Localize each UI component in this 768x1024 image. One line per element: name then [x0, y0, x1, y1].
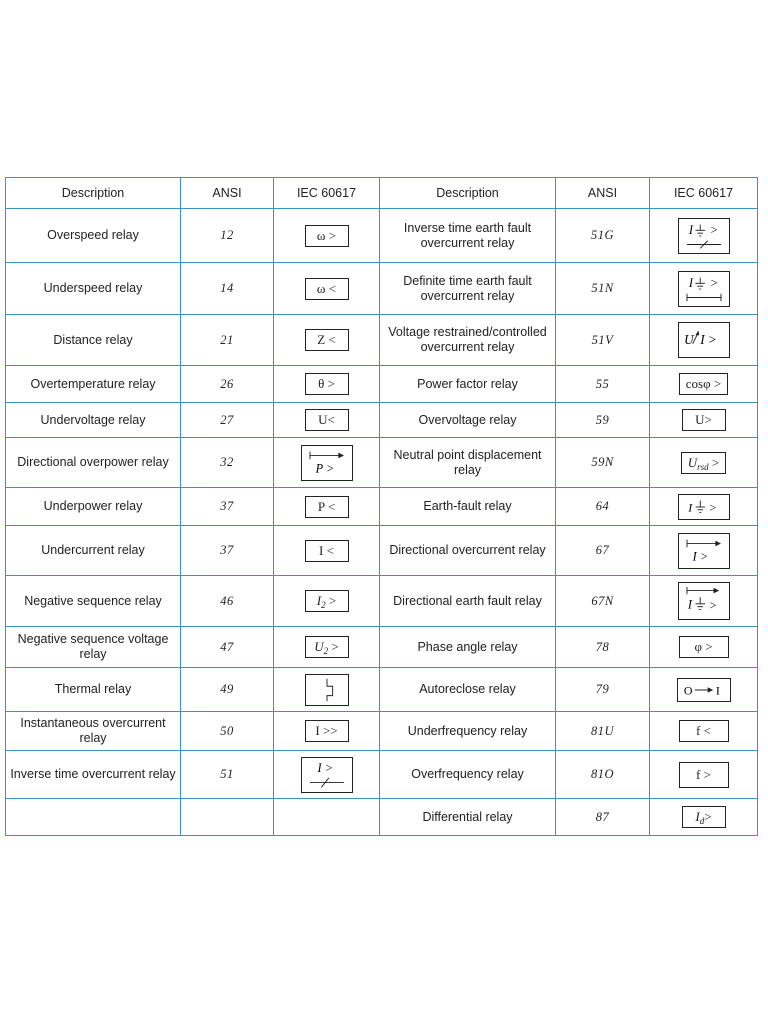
- header-ansi-left: ANSI: [181, 178, 274, 209]
- ansi-code-cell: 46: [181, 576, 274, 627]
- header-description-right: Description: [380, 178, 556, 209]
- ansi-code-cell: 32: [181, 438, 274, 488]
- ansi-code-cell: 59: [556, 403, 650, 438]
- iec-symbol-cell: [650, 526, 758, 576]
- iec-symbol-cell: [274, 315, 380, 366]
- symbol-letter: I: [687, 597, 692, 612]
- symbol-letter: U: [683, 331, 694, 347]
- ansi-code-cell: [181, 799, 274, 836]
- description-cell: Negative sequence relay: [6, 576, 181, 627]
- description-cell: Voltage restrained/controlled overcurrent relay: [380, 315, 556, 366]
- ansi-code-cell: 51V: [556, 315, 650, 366]
- table-row: [6, 627, 758, 668]
- ansi-code-cell: 37: [181, 526, 274, 576]
- undercurrent-symbol: I <: [305, 540, 349, 562]
- overvoltage-symbol: U>: [682, 409, 726, 431]
- ansi-code-cell: 50: [181, 712, 274, 751]
- ansi-code-cell: 51G: [556, 209, 650, 263]
- overfrequency-symbol: f >: [679, 762, 729, 788]
- description-cell: Overvoltage relay: [380, 403, 556, 438]
- table-row: [6, 488, 758, 526]
- negative-sequence-voltage-symbol: [305, 636, 349, 658]
- iec-symbol-cell: [274, 403, 380, 438]
- ansi-code-cell: 81O: [556, 751, 650, 799]
- description-cell: Directional overcurrent relay: [380, 526, 556, 576]
- header-description-left: Description: [6, 178, 181, 209]
- table-row: [6, 668, 758, 712]
- underspeed-symbol: ω <: [305, 278, 349, 300]
- description-cell: Undervoltage relay: [6, 403, 181, 438]
- ansi-code-cell: 79: [556, 668, 650, 712]
- symbol-operator: >: [704, 809, 712, 824]
- symbol-operator: >: [710, 275, 718, 290]
- description-cell: [6, 799, 181, 836]
- description-cell: Overspeed relay: [6, 209, 181, 263]
- symbol-operator: >: [328, 639, 339, 654]
- table-row: [6, 799, 758, 836]
- ansi-code-cell: 21: [181, 315, 274, 366]
- table-row: [6, 403, 758, 438]
- description-cell: Overtemperature relay: [6, 366, 181, 403]
- underpower-symbol: P <: [305, 496, 349, 518]
- ansi-code-cell: 64: [556, 488, 650, 526]
- distance-symbol: Z <: [305, 329, 349, 351]
- symbol-letter: I: [316, 593, 322, 608]
- iec-symbol-cell: [650, 209, 758, 263]
- description-cell: Undercurrent relay: [6, 526, 181, 576]
- iec-symbol-cell: [274, 712, 380, 751]
- directional-earth-fault-symbol: [678, 582, 730, 620]
- table-row: [6, 526, 758, 576]
- description-cell: Directional earth fault relay: [380, 576, 556, 627]
- symbol-subscript: rsd: [697, 461, 709, 472]
- thermal-symbol: [305, 674, 349, 706]
- symbol-operator: >: [708, 454, 720, 470]
- symbol-operator: >: [709, 598, 717, 613]
- ansi-code-cell: 78: [556, 627, 650, 668]
- description-cell: Distance relay: [6, 315, 181, 366]
- symbol-letter: U: [314, 639, 324, 654]
- definite-earth-fault-symbol: [678, 271, 730, 307]
- table-row: [6, 712, 758, 751]
- ansi-code-cell: 27: [181, 403, 274, 438]
- table-row: [6, 263, 758, 315]
- symbol-subscript: d: [699, 816, 705, 826]
- iec-symbol-cell: [274, 438, 380, 488]
- autoreclose-symbol: [677, 678, 731, 702]
- relay-symbols-table: [5, 177, 758, 836]
- symbol-subscript: 2: [323, 646, 329, 656]
- symbol-operator: >: [325, 593, 337, 608]
- symbol-operator: I: [715, 683, 720, 698]
- ansi-code-cell: 59N: [556, 438, 650, 488]
- iec-symbol-cell: [274, 263, 380, 315]
- description-cell: Neutral point displacement relay: [380, 438, 556, 488]
- description-cell: Underpower relay: [6, 488, 181, 526]
- description-cell: Differential relay: [380, 799, 556, 836]
- symbol-operator: I >: [699, 331, 717, 347]
- iec-symbol-cell: [274, 366, 380, 403]
- iec-symbol-cell: [274, 668, 380, 712]
- directional-overpower-symbol: [301, 445, 353, 481]
- symbol-letter: P >: [315, 460, 334, 475]
- iec-symbol-cell: [650, 799, 758, 836]
- iec-symbol-cell: [650, 668, 758, 712]
- symbol-letter: I: [695, 809, 700, 824]
- header-row: [6, 178, 758, 209]
- differential-symbol: [682, 806, 726, 828]
- description-cell: Power factor relay: [380, 366, 556, 403]
- description-cell: Inverse time overcurrent relay: [6, 751, 181, 799]
- symbol-letter: I >: [692, 548, 708, 563]
- description-cell: Instantaneous overcurrent relay: [6, 712, 181, 751]
- symbol-letter: U: [687, 454, 698, 470]
- symbol-letter: I >: [317, 760, 333, 775]
- overspeed-symbol: ω >: [305, 225, 349, 247]
- symbol-subscript: 2: [321, 600, 326, 610]
- iec-symbol-cell: [274, 799, 380, 836]
- table-row: [6, 438, 758, 488]
- instantaneous-overcurrent-symbol: I >>: [305, 720, 349, 742]
- iec-symbol-cell: [274, 576, 380, 627]
- table-row: [6, 366, 758, 403]
- ansi-code-cell: 67N: [556, 576, 650, 627]
- description-cell: Inverse time earth fault overcurrent relay: [380, 209, 556, 263]
- phase-angle-symbol: φ >: [679, 636, 729, 658]
- ansi-code-cell: 12: [181, 209, 274, 263]
- directional-overcurrent-symbol: [678, 533, 730, 569]
- underfrequency-symbol: f <: [679, 720, 729, 742]
- iec-symbol-cell: [650, 488, 758, 526]
- description-cell: Underfrequency relay: [380, 712, 556, 751]
- iec-symbol-cell: [650, 366, 758, 403]
- description-cell: Autoreclose relay: [380, 668, 556, 712]
- table-row: [6, 576, 758, 627]
- symbol-letter: I: [688, 222, 693, 237]
- neutral-displacement-symbol: [681, 452, 727, 474]
- symbol-letter: I: [687, 500, 692, 515]
- ansi-code-cell: 51N: [556, 263, 650, 315]
- iec-symbol-cell: [650, 712, 758, 751]
- ansi-code-cell: 49: [181, 668, 274, 712]
- ansi-code-cell: 14: [181, 263, 274, 315]
- header-iec-left: IEC 60617: [274, 178, 380, 209]
- iec-symbol-cell: [650, 315, 758, 366]
- earth-fault-symbol: [678, 494, 730, 520]
- iec-symbol-cell: [650, 403, 758, 438]
- iec-symbol-cell: [274, 627, 380, 668]
- description-cell: Phase angle relay: [380, 627, 556, 668]
- description-cell: Underspeed relay: [6, 263, 181, 315]
- table-row: [6, 751, 758, 799]
- symbol-letter: O: [683, 683, 692, 698]
- inverse-overcurrent-symbol: [301, 757, 353, 793]
- table-row: [6, 315, 758, 366]
- ansi-code-cell: 26: [181, 366, 274, 403]
- iec-symbol-cell: [650, 627, 758, 668]
- voltage-restrained-symbol: [678, 322, 730, 358]
- iec-symbol-cell: [650, 751, 758, 799]
- description-cell: Thermal relay: [6, 668, 181, 712]
- iec-symbol-cell: [274, 209, 380, 263]
- iec-symbol-cell: [274, 488, 380, 526]
- iec-symbol-cell: [650, 576, 758, 627]
- negative-sequence-symbol: [305, 590, 349, 612]
- ansi-code-cell: 37: [181, 488, 274, 526]
- description-cell: Overfrequency relay: [380, 751, 556, 799]
- overtemperature-symbol: θ >: [305, 373, 349, 395]
- ansi-code-cell: 81U: [556, 712, 650, 751]
- header-iec-right: IEC 60617: [650, 178, 758, 209]
- iec-symbol-cell: [274, 751, 380, 799]
- description-cell: Definite time earth fault overcurrent relay: [380, 263, 556, 315]
- table-row: [6, 209, 758, 263]
- description-cell: Earth-fault relay: [380, 488, 556, 526]
- undervoltage-symbol: U<: [305, 409, 349, 431]
- power-factor-symbol: cosφ >: [679, 373, 728, 395]
- ansi-code-cell: 87: [556, 799, 650, 836]
- iec-symbol-cell: [650, 263, 758, 315]
- symbol-operator: >: [710, 222, 718, 237]
- symbol-letter: I: [688, 275, 693, 290]
- description-cell: Negative sequence voltage relay: [6, 627, 181, 668]
- ansi-code-cell: 47: [181, 627, 274, 668]
- inverse-earth-fault-symbol: [678, 218, 730, 254]
- iec-symbol-cell: [650, 438, 758, 488]
- header-ansi-right: ANSI: [556, 178, 650, 209]
- description-cell: Directional overpower relay: [6, 438, 181, 488]
- ansi-code-cell: 55: [556, 366, 650, 403]
- ansi-code-cell: 67: [556, 526, 650, 576]
- ansi-code-cell: 51: [181, 751, 274, 799]
- iec-symbol-cell: [274, 526, 380, 576]
- symbol-operator: >: [709, 500, 716, 515]
